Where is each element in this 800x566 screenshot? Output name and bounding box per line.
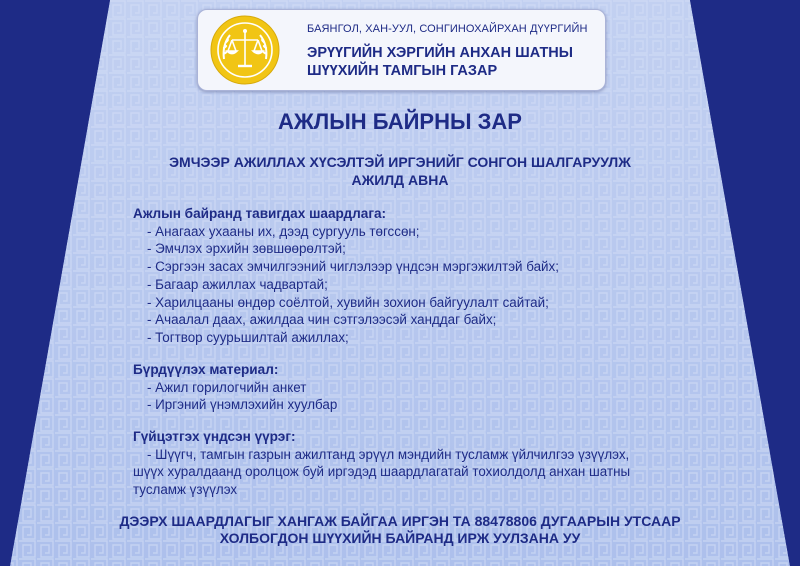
requirements-heading: Ажлын байранд тавигдах шаардлага: xyxy=(133,206,387,221)
materials-section xyxy=(133,361,673,414)
court-emblem-icon xyxy=(210,15,280,85)
duties-section xyxy=(133,428,673,499)
materials-list xyxy=(133,379,673,414)
subtitle-line2: АЖИЛД АВНА xyxy=(351,172,449,188)
footer-line2: ХОЛБОГДОН ШҮҮХИЙН БАЙРАНД ИРЖ УУЛЗАНА УУ xyxy=(219,530,581,546)
list-item: - Сэргээн засах эмчилгээний чиглэлээр үндсэн мэргэжилтэй байх; xyxy=(147,259,559,275)
header-district: БАЯНГОЛ, ХАН-УУЛ, СОНГИНОХАЙРХАН ДҮҮРГИЙН xyxy=(307,23,588,35)
list-item: - Багаар ажиллах чадвартай; xyxy=(147,276,328,292)
duties-line1: - Шүүгч, тамгын газрын ажилтанд эрүүл мэндийн тусламж үйлчилгээ үзүүлэх, xyxy=(147,446,630,462)
subtitle-line1: ЭМЧЭЭР АЖИЛЛАХ ХҮСЭЛТЭЙ ИРГЭНИЙГ СОНГОН ШАЛГАРУУЛЖ xyxy=(169,154,631,170)
list-item: - Эмчлэх эрхийн зөвшөөрөлтэй; xyxy=(147,241,346,257)
header-org-line1: ЭРҮҮГИЙН ХЭРГИЙН АНХАН ШАТНЫ xyxy=(307,45,573,61)
list-item: - Иргэний үнэмлэхийн хуулбар xyxy=(147,397,338,413)
footer-line1: ДЭЭРХ ШААРДЛАГЫГ ХАНГАЖ БАЙГАА ИРГЭН ТА 88478806 ДУГААРЫН УТСААР xyxy=(119,513,681,529)
contact-footer xyxy=(0,513,800,547)
materials-heading: Бүрдүүлэх материал: xyxy=(133,362,279,377)
requirements-section xyxy=(133,205,673,347)
list-item: - Ажил горилогчийн анкет xyxy=(147,379,307,395)
duties-heading: Гүйцэтгэх үндсэн үүрэг: xyxy=(133,429,296,444)
list-item: - Тогтвор суурьшилтай ажиллах; xyxy=(147,329,349,345)
requirements-list xyxy=(133,223,673,347)
page-title: АЖЛЫН БАЙРНЫ ЗАР xyxy=(278,109,522,134)
list-item: - Ачаалал даах, ажилдаа чин сэтгэлээсэй ханддаг байх; xyxy=(147,312,497,328)
duties-line2: шүүх хуралдаанд оролцож буй иргэдэд шаардлагатай тохиолдолд анхан шатны xyxy=(133,464,631,480)
subtitle xyxy=(0,153,800,189)
list-item: - Анагаах ухааны их, дээд сургууль төгссөн; xyxy=(147,223,420,239)
header-org-line2: ШҮҮХИЙН ТАМГЫН ГАЗАР xyxy=(307,63,498,79)
duties-line3: тусламж үзүүлэх xyxy=(133,482,238,498)
list-item: - Харилцааны өндөр соёлтой, хувийн зохион байгуулалт сайтай; xyxy=(147,294,549,310)
header-card xyxy=(197,9,606,91)
